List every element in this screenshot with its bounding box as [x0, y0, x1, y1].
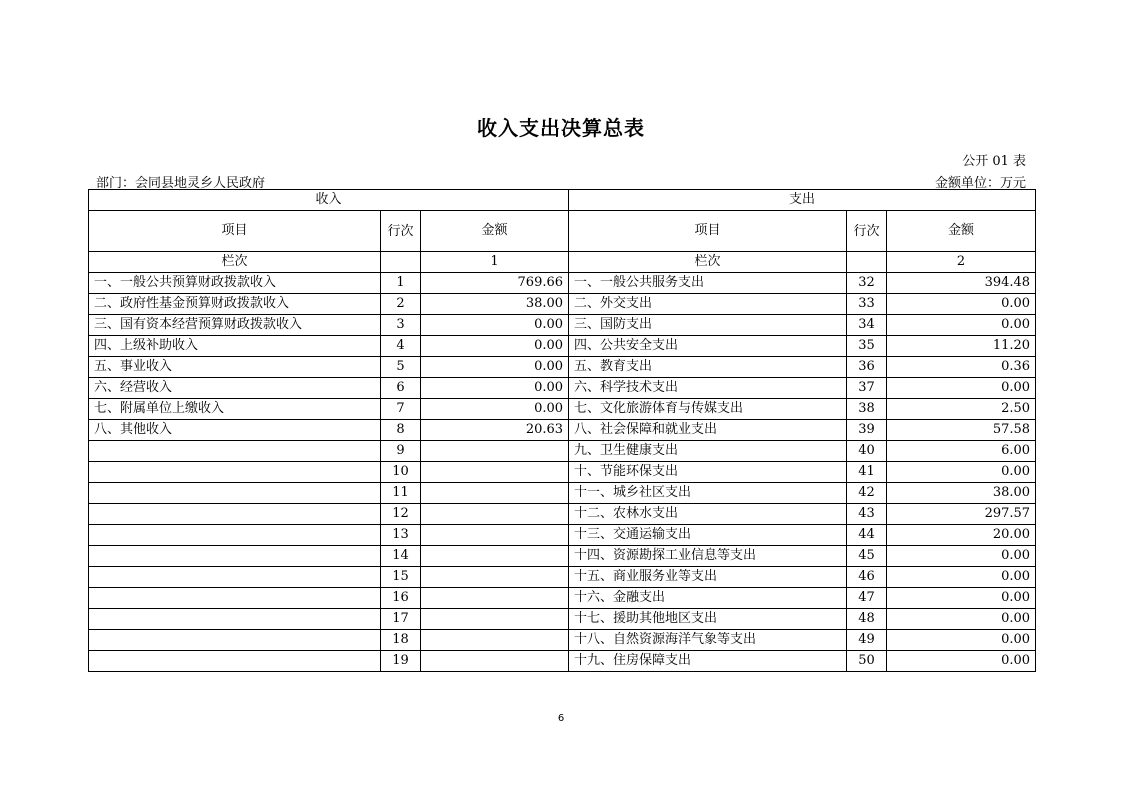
- income-col-number: 1: [421, 252, 569, 273]
- expense-item-cell: 三、国防支出: [569, 315, 847, 336]
- income-amount-cell: [421, 525, 569, 546]
- table-row: [89, 399, 1036, 420]
- income-item-cell: 三、国有资本经营预算财政拨款收入: [89, 315, 381, 336]
- income-item-cell: [89, 462, 381, 483]
- income-line-cell: 2: [381, 294, 421, 315]
- expense-item-cell: 十三、交通运输支出: [569, 525, 847, 546]
- expense-amount-cell: 394.48: [887, 273, 1036, 294]
- expense-amount-cell: 0.00: [887, 294, 1036, 315]
- expense-amount-cell: 0.00: [887, 315, 1036, 336]
- expense-line-cell: 50: [847, 651, 887, 672]
- expense-item-cell: 五、教育支出: [569, 357, 847, 378]
- expense-line-cell: 49: [847, 630, 887, 651]
- expense-amount-cell: 297.57: [887, 504, 1036, 525]
- form-number: 公开 01 表: [962, 154, 1026, 169]
- expense-line-cell: 33: [847, 294, 887, 315]
- expense-item-cell: 八、社会保障和就业支出: [569, 420, 847, 441]
- income-amount-cell: 0.00: [421, 315, 569, 336]
- expense-item-cell: 十八、自然资源海洋气象等支出: [569, 630, 847, 651]
- income-amount-cell: [421, 483, 569, 504]
- income-amount-cell: 0.00: [421, 357, 569, 378]
- expense-amount-cell: 38.00: [887, 483, 1036, 504]
- income-item-cell: [89, 525, 381, 546]
- table-row: [89, 315, 1036, 336]
- expense-line-cell: 41: [847, 462, 887, 483]
- income-line-cell: 3: [381, 315, 421, 336]
- expense-header: 支出: [569, 190, 1036, 211]
- income-item-cell: [89, 609, 381, 630]
- expense-item-cell: 十二、农林水支出: [569, 504, 847, 525]
- table-row: [89, 567, 1036, 588]
- income-amount-header: 金额: [421, 211, 569, 252]
- unit-label: 金额单位：万元: [934, 176, 1026, 191]
- income-line-cell: 8: [381, 420, 421, 441]
- expense-amount-cell: 0.00: [887, 546, 1036, 567]
- income-item-cell: 七、附属单位上缴收入: [89, 399, 381, 420]
- expense-amount-cell: 0.00: [887, 567, 1036, 588]
- expense-row-label: 栏次: [569, 252, 847, 273]
- income-item-header: 项目: [89, 211, 381, 252]
- income-item-cell: 五、事业收入: [89, 357, 381, 378]
- income-amount-cell: [421, 567, 569, 588]
- income-item-cell: 二、政府性基金预算财政拨款收入: [89, 294, 381, 315]
- table-row: [89, 273, 1036, 294]
- income-amount-cell: [421, 609, 569, 630]
- income-line-cell: 13: [381, 525, 421, 546]
- income-amount-cell: [421, 651, 569, 672]
- table-row: [89, 441, 1036, 462]
- expense-item-cell: 十一、城乡社区支出: [569, 483, 847, 504]
- expense-amount-cell: 2.50: [887, 399, 1036, 420]
- table-row: [89, 630, 1036, 651]
- income-amount-cell: 0.00: [421, 336, 569, 357]
- income-amount-cell: [421, 588, 569, 609]
- income-item-cell: [89, 546, 381, 567]
- expense-line-cell: 35: [847, 336, 887, 357]
- expense-line-cell: 46: [847, 567, 887, 588]
- table-row: [89, 378, 1036, 399]
- table-row: [89, 651, 1036, 672]
- expense-amount-cell: 0.00: [887, 378, 1036, 399]
- department-label: 部门：会同县地灵乡人民政府: [96, 176, 266, 191]
- expense-amount-cell: 0.00: [887, 462, 1036, 483]
- expense-item-cell: 七、文化旅游体育与传媒支出: [569, 399, 847, 420]
- expense-item-cell: 九、卫生健康支出: [569, 441, 847, 462]
- expense-line-cell: 48: [847, 609, 887, 630]
- income-line-header: 行次: [381, 211, 421, 252]
- income-amount-cell: 0.00: [421, 378, 569, 399]
- expense-amount-cell: 11.20: [887, 336, 1036, 357]
- table-row: [89, 525, 1036, 546]
- income-line-cell: 14: [381, 546, 421, 567]
- expense-col-number: 2: [887, 252, 1036, 273]
- expense-line-cell: 37: [847, 378, 887, 399]
- income-row-label: 栏次: [89, 252, 381, 273]
- income-item-cell: [89, 483, 381, 504]
- expense-line-cell: 44: [847, 525, 887, 546]
- table-row: [89, 420, 1036, 441]
- expense-line-cell: 47: [847, 588, 887, 609]
- expense-item-cell: 十四、资源勘探工业信息等支出: [569, 546, 847, 567]
- income-item-cell: 六、经营收入: [89, 378, 381, 399]
- expense-line-cell: 36: [847, 357, 887, 378]
- table-row: [89, 546, 1036, 567]
- table-row: [89, 462, 1036, 483]
- income-amount-cell: [421, 441, 569, 462]
- summary-table: [88, 189, 1036, 672]
- table-row: [89, 336, 1036, 357]
- expense-line-cell: 40: [847, 441, 887, 462]
- income-amount-cell: 38.00: [421, 294, 569, 315]
- income-line-cell: 17: [381, 609, 421, 630]
- expense-line-cell: 43: [847, 504, 887, 525]
- income-item-cell: 四、上级补助收入: [89, 336, 381, 357]
- income-line-cell: 11: [381, 483, 421, 504]
- expense-amount-cell: 57.58: [887, 420, 1036, 441]
- income-amount-cell: 769.66: [421, 273, 569, 294]
- expense-item-cell: 六、科学技术支出: [569, 378, 847, 399]
- expense-amount-cell: 20.00: [887, 525, 1036, 546]
- income-line-cell: 10: [381, 462, 421, 483]
- expense-line-cell: 32: [847, 273, 887, 294]
- expense-line-header: 行次: [847, 211, 887, 252]
- income-item-cell: [89, 651, 381, 672]
- income-item-cell: 一、一般公共预算财政拨款收入: [89, 273, 381, 294]
- expense-item-cell: 十五、商业服务业等支出: [569, 567, 847, 588]
- income-amount-cell: [421, 546, 569, 567]
- expense-line-cell: 45: [847, 546, 887, 567]
- column-header-row: [89, 211, 1036, 252]
- income-line-cell: 16: [381, 588, 421, 609]
- expense-item-cell: 十六、金融支出: [569, 588, 847, 609]
- table-row: [89, 504, 1036, 525]
- expense-item-cell: 十九、住房保障支出: [569, 651, 847, 672]
- expense-line-cell: 42: [847, 483, 887, 504]
- expense-line-cell: 34: [847, 315, 887, 336]
- expense-amount-cell: 6.00: [887, 441, 1036, 462]
- expense-amount-header: 金额: [887, 211, 1036, 252]
- page-title: 收入支出决算总表: [477, 116, 645, 140]
- expense-line-cell: 39: [847, 420, 887, 441]
- expense-item-cell: 四、公共安全支出: [569, 336, 847, 357]
- income-item-cell: [89, 567, 381, 588]
- income-amount-cell: [421, 504, 569, 525]
- expense-amount-cell: 0.00: [887, 588, 1036, 609]
- income-line-cell: 1: [381, 273, 421, 294]
- income-amount-cell: 0.00: [421, 399, 569, 420]
- income-header: 收入: [89, 190, 569, 211]
- expense-item-cell: 一、一般公共服务支出: [569, 273, 847, 294]
- income-line-cell: 15: [381, 567, 421, 588]
- income-amount-cell: [421, 630, 569, 651]
- expense-item-cell: 二、外交支出: [569, 294, 847, 315]
- income-line-cell: 7: [381, 399, 421, 420]
- income-item-cell: [89, 630, 381, 651]
- income-line-cell: 9: [381, 441, 421, 462]
- expense-amount-cell: 0.00: [887, 651, 1036, 672]
- expense-amount-cell: 0.36: [887, 357, 1036, 378]
- expense-amount-cell: 0.00: [887, 609, 1036, 630]
- income-item-cell: [89, 588, 381, 609]
- income-item-cell: [89, 504, 381, 525]
- income-amount-cell: [421, 462, 569, 483]
- income-line-cell: 6: [381, 378, 421, 399]
- expense-item-cell: 十、节能环保支出: [569, 462, 847, 483]
- income-amount-cell: 20.63: [421, 420, 569, 441]
- income-line-cell: 18: [381, 630, 421, 651]
- table-row: [89, 609, 1036, 630]
- income-item-cell: [89, 441, 381, 462]
- table-row: [89, 294, 1036, 315]
- expense-item-header: 项目: [569, 211, 847, 252]
- income-item-cell: 八、其他收入: [89, 420, 381, 441]
- income-line-cell: 12: [381, 504, 421, 525]
- expense-item-cell: 十七、援助其他地区支出: [569, 609, 847, 630]
- table-row: [89, 357, 1036, 378]
- income-line-cell: 5: [381, 357, 421, 378]
- expense-amount-cell: 0.00: [887, 630, 1036, 651]
- section-header-row: [89, 190, 1036, 211]
- column-number-row: [89, 252, 1036, 273]
- page-number: 6: [557, 713, 565, 724]
- expense-line-cell: 38: [847, 399, 887, 420]
- income-line-cell: 4: [381, 336, 421, 357]
- table-row: [89, 483, 1036, 504]
- income-line-cell: 19: [381, 651, 421, 672]
- table-row: [89, 588, 1036, 609]
